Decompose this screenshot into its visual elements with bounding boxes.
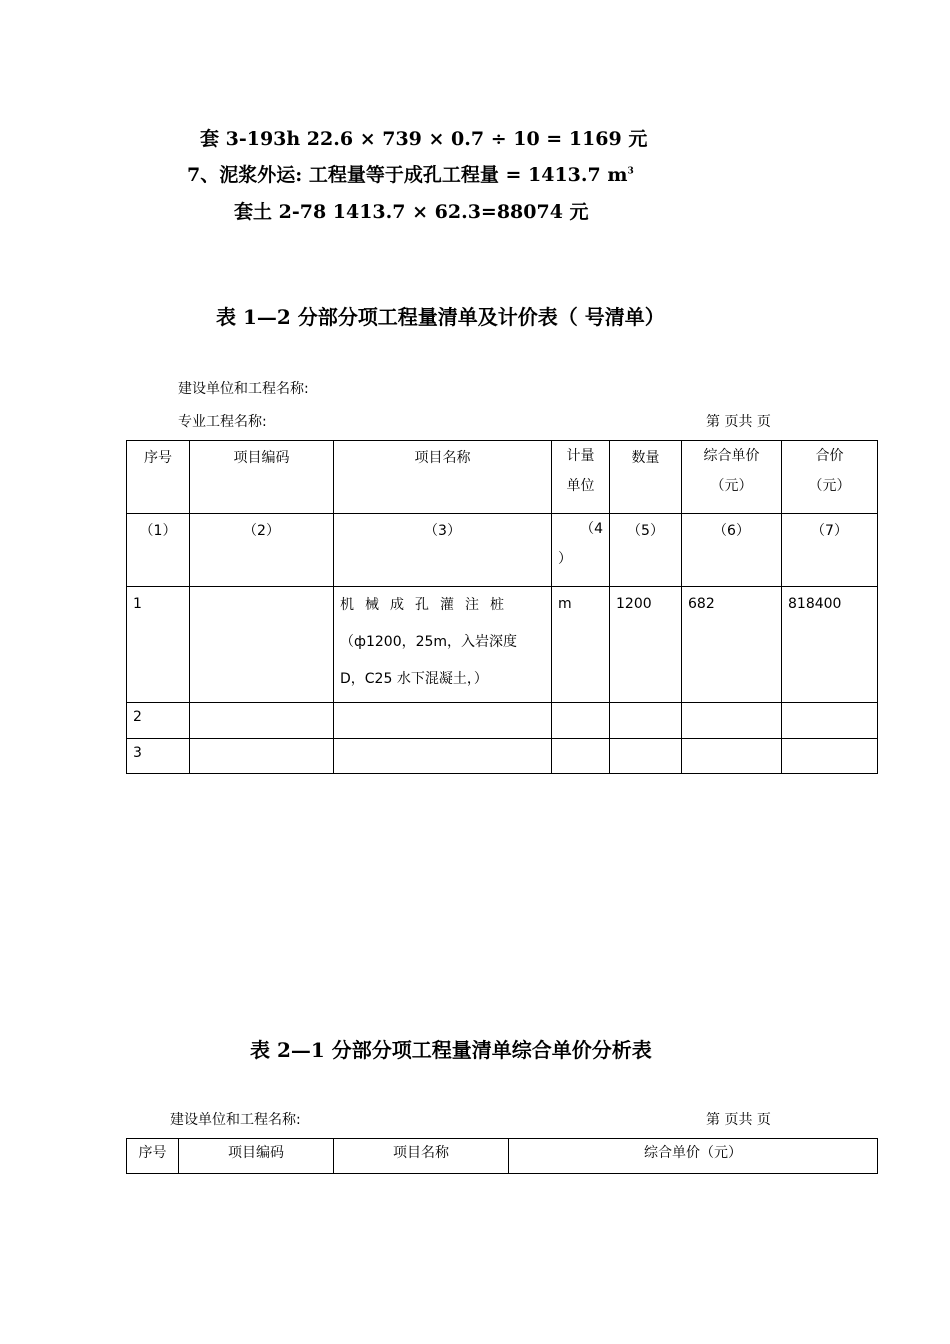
table1-row2-seq: 2 (127, 703, 190, 739)
table-row (127, 587, 878, 703)
table2-header-row (127, 1139, 878, 1174)
table1-index-1: （1） (127, 514, 190, 587)
table1-header-price: 综合单价 （元） (682, 441, 782, 514)
table1-header-name: 项目名称 (334, 441, 552, 514)
calc-line-3: 套土 2-78 1413.7 × 62.3=88074 元 (234, 201, 589, 223)
table2-page-label: 第 页共 页 (706, 1112, 771, 1128)
table1-header-seq: 序号 (127, 441, 190, 514)
table1-row1-seq: 1 (127, 587, 190, 703)
table1-row1-name (334, 587, 552, 703)
table2-owner-label: 建设单位和工程名称: (170, 1112, 301, 1128)
table1-row1-unit: m (552, 587, 610, 703)
table1-row3-seq: 3 (127, 739, 190, 774)
table1-row1-name-line2: （ф1200，25m，入岩深度 (340, 634, 518, 650)
table1-header-qty: 数量 (610, 441, 682, 514)
table-row (127, 703, 878, 739)
table2-header-code: 项目编码 (179, 1139, 334, 1174)
table1-index-4: （4 ） (552, 514, 610, 587)
table2-header-name: 项目名称 (334, 1139, 509, 1174)
table1-page-label: 第 页共 页 (706, 414, 771, 430)
table1-header-unit: 计量 单位 (552, 441, 610, 514)
table1-index-2: （2） (190, 514, 334, 587)
table1-index-5: （5） (610, 514, 682, 587)
calc-line-2-superscript: 3 (627, 166, 634, 177)
table1-index-row (127, 514, 878, 587)
table1-index-7: （7） (782, 514, 878, 587)
table1-row1-price: 682 (682, 587, 782, 703)
table1-header-code: 项目编码 (190, 441, 334, 514)
table1-index-3: （3） (334, 514, 552, 587)
table1-specialty-label: 专业工程名称: (178, 414, 267, 430)
table2-title: 表 2—1 分部分项工程量清单综合单价分析表 (250, 1038, 652, 1062)
table1-header-row (127, 441, 878, 514)
table1-index-6: （6） (682, 514, 782, 587)
table1 (126, 440, 878, 774)
calc-line-2 (187, 160, 634, 187)
table1-row1-name-line1: 机械成孔灌注桩 (340, 597, 515, 613)
table-row (127, 739, 878, 774)
table1-row1-qty: 1200 (610, 587, 682, 703)
table1-owner-label: 建设单位和工程名称: (178, 381, 309, 397)
table2-header-price: 综合单价（元） (509, 1139, 878, 1174)
table1-row1-name-line3: D，C25 水下混凝土，） (340, 671, 488, 687)
table1-header-total: 合价 （元） (782, 441, 878, 514)
table2-header-seq: 序号 (127, 1139, 179, 1174)
table2 (126, 1138, 878, 1174)
calc-line-1: 套 3-193h 22.6 × 739 × 0.7 ÷ 10 = 1169 元 (200, 128, 648, 150)
table1-row1-total: 818400 (782, 587, 878, 703)
calc-line-2-text: 7、泥浆外运: 工程量等于成孔工程量 = 1413.7 m (187, 164, 628, 186)
table1-row1-code (190, 587, 334, 703)
table1-title: 表 1—2 分部分项工程量清单及计价表（ 号清单） (216, 305, 665, 329)
